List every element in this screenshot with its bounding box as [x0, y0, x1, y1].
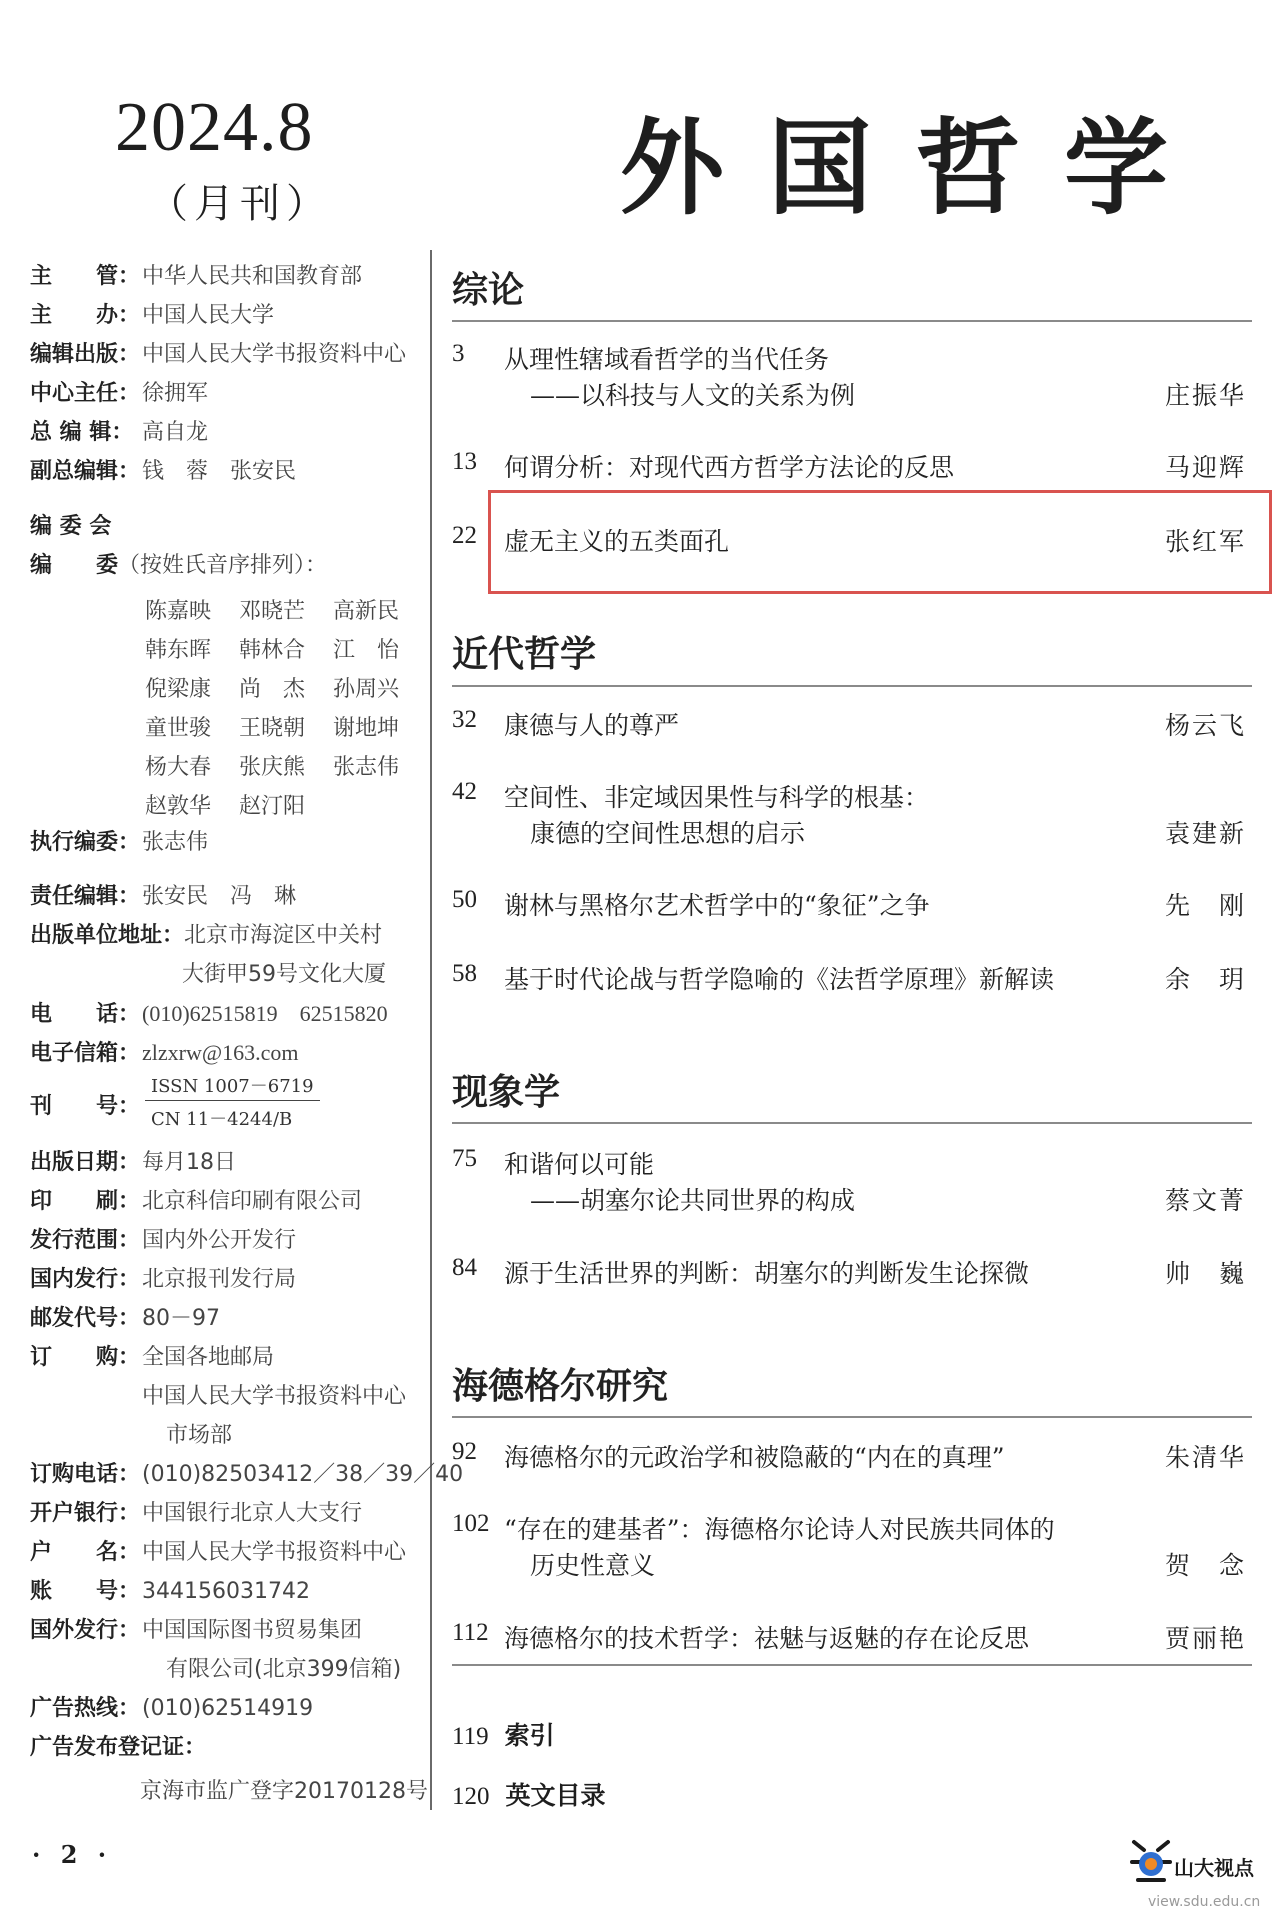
toc-page: 32	[452, 706, 477, 733]
section-rule	[452, 1122, 1252, 1124]
account-row	[30, 1577, 310, 1607]
masthead-row	[30, 301, 274, 331]
masthead-row	[30, 379, 208, 409]
committee-member: 王晓朝	[239, 716, 306, 741]
committee-label: 编 委	[30, 553, 119, 578]
masthead-row	[30, 1304, 220, 1334]
toc-index-entry[interactable]	[452, 1716, 555, 1752]
masthead-value: zlzxrw@163.com	[142, 1040, 299, 1065]
toc-page: 120	[452, 1783, 490, 1810]
toc-author: 余 玥	[1164, 965, 1246, 994]
committee-heading: 编 委 会	[30, 514, 112, 539]
masthead-label: 中心主任：	[30, 381, 141, 406]
committee-member: 江 怡	[333, 638, 400, 663]
masthead-value: 张安民 冯 琳	[142, 884, 297, 909]
toc-title: 谢林与黑格尔艺术哲学中的“象征”之争	[504, 891, 930, 920]
toc-page: 58	[452, 960, 477, 987]
committee-member: 尚 杰	[239, 677, 306, 702]
toc-author: 袁建新	[1164, 819, 1246, 848]
toc-title: 和谐何以可能	[504, 1150, 655, 1179]
masthead-row	[30, 1187, 362, 1217]
masthead-row	[30, 457, 296, 487]
masthead-value: 高自龙	[142, 420, 209, 445]
masthead-label: 编辑出版：	[30, 342, 141, 367]
masthead-value: 北京市海淀区中关村	[184, 923, 383, 948]
masthead-label: 国外发行：	[30, 1618, 141, 1643]
toc-author: 马迎辉	[1164, 453, 1246, 482]
ad-phone-row	[30, 1694, 313, 1724]
issue-frequency: （月刊）	[148, 181, 332, 227]
masthead-label: 订 购：	[30, 1345, 141, 1370]
masthead-value: (010)62514919	[142, 1696, 314, 1721]
masthead-value: 中国国际图书贸易集团	[142, 1618, 363, 1643]
watermark-logo-icon	[1128, 1838, 1174, 1884]
toc-author: 贾丽艳	[1164, 1624, 1246, 1653]
toc-page: 50	[452, 886, 477, 913]
committee-member: 赵汀阳	[239, 794, 306, 819]
section-rule	[452, 1416, 1252, 1418]
section-rule	[452, 320, 1252, 322]
toc-author: 蔡文菁	[1164, 1186, 1246, 1215]
column-divider	[430, 250, 432, 1810]
cn-number: CN 11－4244/B	[151, 1109, 293, 1130]
bank-row	[30, 1499, 362, 1529]
toc-author: 朱清华	[1164, 1443, 1246, 1472]
journal-title: 外国哲学	[620, 106, 1213, 229]
account-name-row	[30, 1538, 406, 1568]
committee-member: 孙周兴	[333, 677, 400, 702]
masthead-label: 邮发代号：	[30, 1306, 141, 1331]
toc-title: 康德与人的尊严	[504, 711, 680, 740]
section-rule	[452, 685, 1252, 687]
page-number: · 2 ·	[32, 1840, 113, 1869]
order-phone-row	[30, 1460, 463, 1490]
intl-row	[30, 1616, 362, 1646]
issn-block	[145, 1072, 320, 1131]
masthead-label: 执行编委：	[30, 830, 141, 855]
toc-subtitle: 康德的空间性思想的启示	[530, 819, 806, 848]
masthead-value: 中国人民大学书报资料中心	[142, 1540, 407, 1565]
responsible-editor-row	[30, 882, 296, 912]
toc-title: 源于生活世界的判断：胡塞尔的判断发生论探微	[504, 1259, 1030, 1288]
masthead-label: 副总编辑：	[30, 459, 141, 484]
committee-member: 赵敦华	[145, 794, 212, 819]
intl-line-2: 有限公司(北京399信箱)	[166, 1657, 402, 1682]
toc-english-entry[interactable]	[452, 1776, 606, 1812]
toc-page: 22	[452, 522, 477, 549]
masthead-label: 订购电话：	[30, 1462, 141, 1487]
committee-row	[30, 551, 327, 581]
masthead-label: 电子信箱：	[30, 1041, 141, 1066]
masthead-value: 中国人民大学书报资料中心	[142, 342, 407, 367]
masthead-row	[30, 1265, 296, 1295]
toc-page: 13	[452, 448, 477, 475]
toc-page: 92	[452, 1438, 477, 1465]
masthead	[30, 262, 464, 1822]
masthead-value: 344156031742	[142, 1579, 310, 1604]
section-heading: 海德格尔研究	[452, 1366, 669, 1407]
masthead-row	[30, 1148, 236, 1178]
masthead-value: 中国人民大学	[142, 303, 275, 328]
order-row	[30, 1343, 274, 1373]
toc-title: 虚无主义的五类面孔	[504, 527, 730, 556]
masthead-value: 钱 蓉 张安民	[142, 459, 297, 484]
email-row	[30, 1038, 299, 1068]
masthead-value: (010)82503412／38／39／40	[142, 1462, 464, 1487]
committee-member: 张志伟	[333, 755, 400, 780]
toc-page: 119	[452, 1723, 489, 1750]
masthead-value: 张志伟	[142, 830, 209, 855]
toc-page: 84	[452, 1254, 477, 1281]
masthead-label: 广告发布登记证：	[30, 1735, 207, 1760]
toc-page: 112	[452, 1619, 489, 1646]
committee-member: 倪梁康	[145, 677, 212, 702]
masthead-value: 80－97	[142, 1306, 220, 1331]
masthead-row	[30, 262, 362, 292]
watermark	[1128, 1838, 1278, 1918]
toc-title: 何谓分析：对现代西方哲学方法论的反思	[504, 453, 955, 482]
toc-author: 先 刚	[1164, 891, 1246, 920]
committee-member: 韩东晖	[145, 638, 212, 663]
watermark-url: view.sdu.edu.cn	[1148, 1894, 1261, 1910]
toc-page: 3	[452, 340, 465, 367]
issn-number: ISSN 1007－6719	[145, 1072, 320, 1101]
masthead-row	[30, 418, 208, 448]
toc-subtitle: ——以科技与人文的关系为例	[530, 381, 856, 410]
committee-member: 高新民	[333, 599, 400, 624]
toc-subtitle: 历史性意义	[530, 1551, 656, 1580]
toc-page: 102	[452, 1510, 490, 1537]
order-line-3: 市场部	[166, 1423, 233, 1448]
masthead-value: 北京报刊发行局	[142, 1267, 297, 1292]
masthead-value: 全国各地邮局	[142, 1345, 275, 1370]
issue-date: 2024.8	[115, 89, 314, 166]
toc-title: 海德格尔的元政治学和被隐蔽的“内在的真理”	[504, 1443, 1005, 1472]
toc-english-label: 英文目录	[505, 1781, 606, 1810]
toc-author: 杨云飞	[1164, 711, 1246, 740]
committee-member: 谢地坤	[333, 716, 400, 741]
masthead-label: 发行范围：	[30, 1228, 141, 1253]
toc-title: 空间性、非定域因果性与科学的根基：	[504, 783, 930, 812]
toc-page: 42	[452, 778, 477, 805]
toc-title: “存在的建基者”：海德格尔论诗人对民族共同体的	[504, 1515, 1055, 1544]
ad-license-row	[30, 1733, 206, 1763]
ad-license-number: 京海市监广登字20170128号	[140, 1779, 428, 1804]
committee-member: 陈嘉映	[145, 599, 212, 624]
masthead-label: 刊 号：	[30, 1094, 141, 1119]
section-rule	[452, 1664, 1252, 1666]
masthead-value: 中华人民共和国教育部	[142, 264, 363, 289]
serial-row	[30, 1092, 142, 1122]
committee-member: 韩林合	[239, 638, 306, 663]
order-line-2: 中国人民大学书报资料中心	[142, 1384, 407, 1409]
masthead-value: (010)62515819 62515820	[142, 1001, 388, 1026]
masthead-label: 出版单位地址：	[30, 923, 185, 948]
toc-subtitle: ——胡塞尔论共同世界的构成	[530, 1186, 856, 1215]
address-row	[30, 921, 382, 951]
toc-index-label: 索引	[504, 1721, 555, 1750]
section-heading: 综论	[452, 270, 525, 311]
masthead-label: 总 编 辑：	[30, 420, 134, 445]
masthead-label: 主 管：	[30, 264, 141, 289]
toc-page: 75	[452, 1145, 477, 1172]
committee-note: （按姓氏音序排列）：	[118, 553, 328, 578]
committee-member: 杨大春	[145, 755, 212, 780]
masthead-label: 开户银行：	[30, 1501, 141, 1526]
phone-row	[30, 999, 388, 1029]
toc-author: 庄振华	[1164, 381, 1246, 410]
masthead-label: 主 办：	[30, 303, 141, 328]
exec-editor-row	[30, 828, 208, 858]
masthead-label: 国内发行：	[30, 1267, 141, 1292]
address-line-2: 大街甲59号文化大厦	[182, 962, 386, 987]
section-heading: 近代哲学	[452, 634, 597, 675]
masthead-value: 中国银行北京人大支行	[142, 1501, 363, 1526]
masthead-row	[30, 340, 406, 370]
masthead-value: 徐拥军	[142, 381, 209, 406]
masthead-label: 责任编辑：	[30, 884, 141, 909]
committee-member: 童世骏	[145, 716, 212, 741]
committee-member: 邓晓芒	[239, 599, 306, 624]
toc-author: 贺 念	[1164, 1551, 1246, 1580]
masthead-label: 印 刷：	[30, 1189, 141, 1214]
masthead-row	[30, 1226, 296, 1256]
toc-title: 基于时代论战与哲学隐喻的《法哲学原理》新解读	[504, 965, 1055, 994]
masthead-label: 广告热线：	[30, 1696, 141, 1721]
masthead-value: 国内外公开发行	[142, 1228, 297, 1253]
committee-member: 张庆熊	[239, 755, 306, 780]
section-heading: 现象学	[452, 1072, 561, 1113]
toc-author: 张红军	[1164, 527, 1246, 556]
masthead-value: 北京科信印刷有限公司	[142, 1189, 363, 1214]
toc-title: 海德格尔的技术哲学：祛魅与返魅的存在论反思	[504, 1624, 1030, 1653]
masthead-value: 每月18日	[142, 1150, 236, 1175]
masthead-label: 户 名：	[30, 1540, 141, 1565]
toc-author: 帅 巍	[1164, 1259, 1246, 1288]
masthead-label: 账 号：	[30, 1579, 141, 1604]
masthead-label: 电 话：	[30, 1002, 141, 1027]
watermark-name: 山大视点	[1174, 1856, 1254, 1880]
toc-title: 从理性辖域看哲学的当代任务	[504, 345, 830, 374]
masthead-label: 出版日期：	[30, 1150, 141, 1175]
